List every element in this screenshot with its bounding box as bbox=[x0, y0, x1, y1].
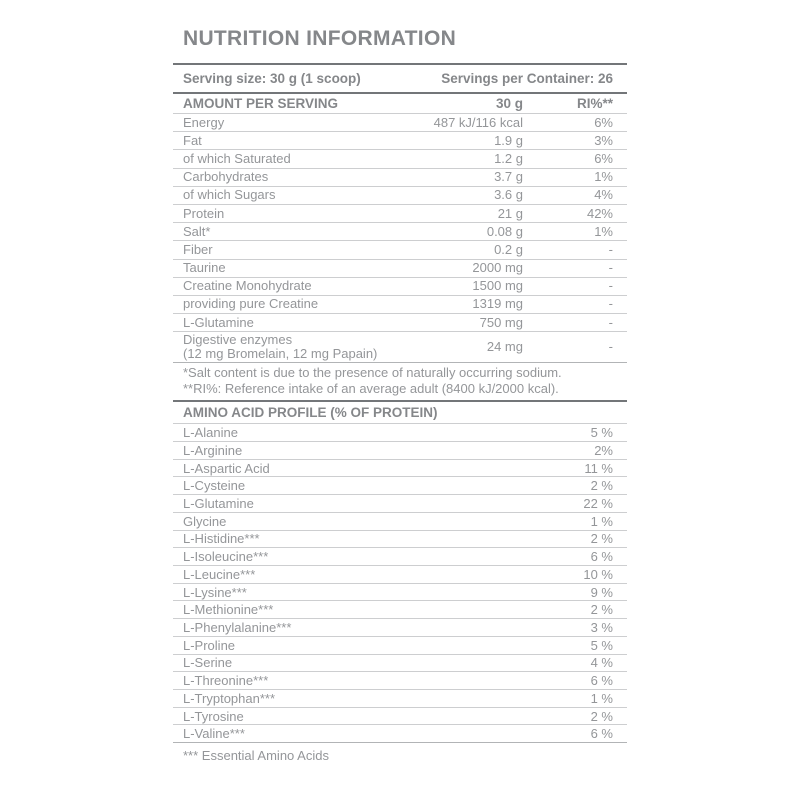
table-row bbox=[173, 186, 627, 204]
nutrient-label: Carbohydrates bbox=[183, 169, 269, 185]
nutrient-label: Creatine Monohydrate bbox=[183, 278, 312, 294]
amino-label: L-Alanine bbox=[183, 425, 238, 441]
amino-label: L-Proline bbox=[183, 637, 236, 653]
table-row bbox=[173, 724, 627, 742]
amino-value: 11 % bbox=[584, 460, 613, 476]
nutrient-amount: 3.6 g bbox=[494, 187, 523, 203]
amino-value: 5 % bbox=[590, 425, 613, 441]
amino-value: 10 % bbox=[583, 566, 613, 582]
nutrient-label: L-Glutamine bbox=[183, 314, 254, 330]
amino-value: 5 % bbox=[590, 637, 613, 653]
nutrient-amount: 0.08 g bbox=[486, 223, 523, 239]
table-row bbox=[173, 222, 627, 240]
amino-label: L-Leucine*** bbox=[183, 566, 256, 582]
nutrient-label: of which Sugars bbox=[183, 187, 276, 203]
nutrient-label: providing pure Creatine bbox=[183, 296, 319, 312]
nutrient-ri: 6% bbox=[594, 114, 613, 130]
table-row bbox=[173, 494, 627, 512]
table-row bbox=[173, 512, 627, 530]
nutrient-amount: 750 mg bbox=[479, 314, 523, 330]
amino-label: L-Threonine*** bbox=[183, 673, 269, 689]
table-row bbox=[173, 149, 627, 167]
table-row bbox=[173, 423, 627, 441]
table-row bbox=[173, 259, 627, 277]
table-row bbox=[173, 671, 627, 689]
essential-amino-acids-footnote: *** Essential Amino Acids bbox=[183, 748, 329, 764]
table-row bbox=[173, 240, 627, 258]
table-row bbox=[173, 583, 627, 601]
amino-value: 3 % bbox=[590, 620, 613, 636]
amino-label: L-Aspartic Acid bbox=[183, 460, 270, 476]
serving-size-label: Serving size: 30 g (1 scoop) bbox=[183, 71, 361, 86]
table-row bbox=[173, 131, 627, 149]
nutrient-label: Fat bbox=[183, 132, 202, 148]
nutrient-label-line2: (12 mg Bromelain, 12 mg Papain) bbox=[183, 346, 378, 362]
table-row bbox=[173, 459, 627, 477]
column-header-amount-per-serving: AMOUNT PER SERVING bbox=[183, 96, 339, 111]
nutrient-amount: 0.2 g bbox=[494, 241, 523, 257]
nutrient-label: Fiber bbox=[183, 241, 213, 257]
nutrient-amount: 1.9 g bbox=[494, 132, 523, 148]
nutrient-ri: - bbox=[608, 296, 613, 312]
nutrient-label: of which Saturated bbox=[183, 150, 291, 166]
nutrient-ri: - bbox=[608, 314, 613, 330]
nutrient-ri: - bbox=[608, 260, 613, 276]
column-header-ri-percent: RI%** bbox=[576, 96, 613, 111]
nutrient-label bbox=[173, 333, 403, 361]
table-row bbox=[173, 707, 627, 725]
amino-value: 9 % bbox=[590, 584, 613, 600]
amino-value: 6 % bbox=[590, 673, 613, 689]
table-row bbox=[173, 331, 627, 362]
amino-label: L-Tyrosine bbox=[183, 708, 244, 724]
amino-label: L-Isoleucine*** bbox=[183, 549, 269, 565]
page-title: NUTRITION INFORMATION bbox=[183, 27, 457, 50]
nutrient-label: Energy bbox=[183, 114, 225, 130]
amino-value: 1 % bbox=[590, 513, 613, 529]
amino-acid-table bbox=[173, 423, 627, 743]
serving-info-bar bbox=[173, 63, 627, 92]
nutrient-amount: 3.7 g bbox=[494, 169, 523, 185]
amino-label: L-Phenylalanine*** bbox=[183, 620, 292, 636]
table-row bbox=[173, 654, 627, 672]
nutrient-ri: - bbox=[608, 241, 613, 257]
amino-value: 2% bbox=[594, 442, 613, 458]
table-row bbox=[173, 441, 627, 459]
nutrient-label: Protein bbox=[183, 205, 225, 221]
table-row bbox=[173, 113, 627, 131]
salt-footnote: *Salt content is due to the presence of naturally occurring sodium. bbox=[183, 365, 562, 381]
amino-label: L-Tryptophan*** bbox=[183, 690, 276, 706]
nutrient-ri: 42% bbox=[586, 205, 613, 221]
nutrient-ri: 1% bbox=[594, 223, 613, 239]
column-header-serving-weight: 30 g bbox=[495, 96, 523, 111]
table-row bbox=[173, 295, 627, 313]
nutrient-label-line1: Digestive enzymes bbox=[183, 332, 293, 348]
nutrient-ri: 1% bbox=[594, 169, 613, 185]
amino-value: 4 % bbox=[590, 655, 613, 671]
nutrition-footnotes bbox=[173, 362, 627, 400]
nutrient-amount: 2000 mg bbox=[472, 260, 523, 276]
servings-per-container-label: Servings per Container: 26 bbox=[441, 71, 613, 86]
amino-value: 2 % bbox=[590, 478, 613, 494]
amino-value: 6 % bbox=[590, 726, 613, 742]
nutrient-ri: - bbox=[608, 278, 613, 294]
nutrient-amount: 1319 mg bbox=[472, 296, 523, 312]
table-row bbox=[173, 313, 627, 331]
table-row bbox=[173, 277, 627, 295]
nutrition-label bbox=[173, 28, 627, 763]
table-row bbox=[173, 476, 627, 494]
table-row bbox=[173, 530, 627, 548]
table-row bbox=[173, 168, 627, 186]
nutrient-label: Taurine bbox=[183, 260, 226, 276]
amino-label: L-Cysteine bbox=[183, 478, 246, 494]
nutrient-ri: 3% bbox=[594, 132, 613, 148]
nutrient-ri: 4% bbox=[594, 187, 613, 203]
nutrient-label: Salt* bbox=[183, 223, 211, 239]
nutrient-amount: 1.2 g bbox=[494, 150, 523, 166]
table-row bbox=[173, 547, 627, 565]
ri-footnote: **RI%: Reference intake of an average adult (8400 kJ/2000 kcal). bbox=[183, 381, 559, 397]
table-row bbox=[173, 618, 627, 636]
nutrient-amount: 21 g bbox=[497, 205, 523, 221]
amino-value: 6 % bbox=[590, 549, 613, 565]
nutrient-ri: - bbox=[608, 339, 613, 355]
table-row bbox=[173, 689, 627, 707]
amino-value: 22 % bbox=[583, 495, 613, 511]
amino-label: L-Glutamine bbox=[183, 495, 254, 511]
nutrition-table-header bbox=[173, 92, 627, 113]
table-row bbox=[173, 636, 627, 654]
amino-acid-profile-header: AMINO ACID PROFILE (% OF PROTEIN) bbox=[173, 400, 627, 423]
amino-label: L-Histidine*** bbox=[183, 531, 260, 547]
amino-value: 2 % bbox=[590, 708, 613, 724]
amino-value: 2 % bbox=[590, 531, 613, 547]
table-row bbox=[173, 204, 627, 222]
table-row bbox=[173, 565, 627, 583]
nutrient-amount: 24 mg bbox=[486, 339, 523, 355]
amino-label: Glycine bbox=[183, 513, 227, 529]
amino-label: L-Methionine*** bbox=[183, 602, 274, 618]
amino-value: 2 % bbox=[590, 602, 613, 618]
nutrient-amount: 487 kJ/116 kcal bbox=[433, 114, 523, 130]
table-row bbox=[173, 600, 627, 618]
nutrient-ri: 6% bbox=[594, 150, 613, 166]
amino-label: L-Serine bbox=[183, 655, 233, 671]
nutrient-amount: 1500 mg bbox=[472, 278, 523, 294]
amino-label: L-Lysine*** bbox=[183, 584, 247, 600]
amino-value: 1 % bbox=[590, 690, 613, 706]
amino-label: L-Arginine bbox=[183, 442, 243, 458]
amino-label: L-Valine*** bbox=[183, 726, 245, 742]
